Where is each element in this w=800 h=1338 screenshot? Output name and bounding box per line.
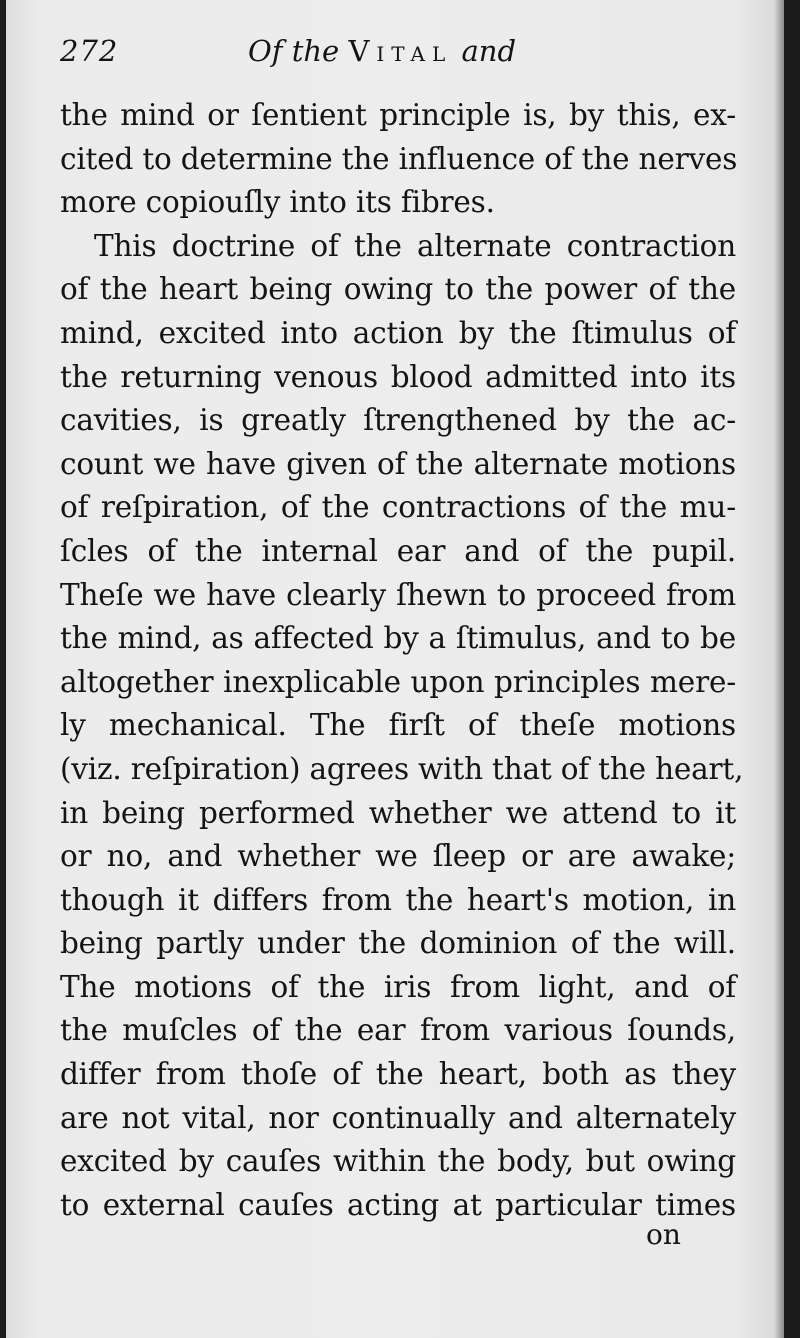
running-title-vital: Vital <box>348 34 453 68</box>
text-line: ſcles of the internal ear and of the pupil. <box>60 533 736 568</box>
text-line: mind, excited into action by the ſtimulus of <box>60 315 736 350</box>
text-line: are not vital, nor continually and alternately <box>60 1100 736 1135</box>
text-line: differ from thoſe of the heart, both as they <box>60 1057 736 1092</box>
text-line: excited by cauſes within the body, but owing <box>60 1144 736 1179</box>
text-line: the mind, as affected by a ſtimulus, and to be <box>60 621 736 656</box>
text-line: (viz. reſpiration) agrees with that of the heart, <box>60 751 744 786</box>
running-title <box>248 34 516 68</box>
text-line: the mind or ſentient principle is, by this, ex- <box>60 98 736 132</box>
running-title-of-the: Of the <box>248 34 340 68</box>
text-line: in being performed whether we attend to it <box>60 795 736 830</box>
text-line: The motions of the iris from light, and of <box>60 969 736 1004</box>
text-line: or no, and whether we ſleep or are awake; <box>60 839 736 874</box>
text-line: ly mechanical. The firſt of theſe motions <box>60 708 736 743</box>
book-page <box>6 0 784 1338</box>
text-line: the muſcles of the ear from various ſounds, <box>60 1013 736 1048</box>
text-line: This doctrine of the alternate contraction <box>94 228 736 263</box>
text-line: of the heart being owing to the power of the <box>60 272 736 307</box>
text-line: cited to determine the influence of the nerves <box>60 141 738 176</box>
body-text <box>60 94 744 1227</box>
page-number: 272 <box>60 34 119 68</box>
text-line: more copiouſly into its fibres. <box>60 185 495 220</box>
text-line: count we have given of the alternate motions <box>60 446 736 481</box>
text-line: Theſe we have clearly ſhewn to proceed from <box>60 577 736 612</box>
text-line: of reſpiration, of the contractions of the mu- <box>60 490 736 525</box>
catchword: on <box>646 1218 681 1251</box>
text-line: the returning venous blood admitted into its <box>60 359 736 394</box>
page-header <box>60 30 740 74</box>
text-line: though it differs from the heart's motion, in <box>60 882 736 917</box>
page-edge-shadow <box>774 0 784 1338</box>
text-line: to external cauſes acting at particular times <box>60 1187 736 1222</box>
text-line: cavities, is greatly ſtrengthened by the ac- <box>60 403 736 438</box>
running-title-and: and <box>461 34 517 68</box>
text-line: altogether inexplicable upon principles mere- <box>60 664 736 699</box>
text-line: being partly under the dominion of the will. <box>60 926 736 961</box>
